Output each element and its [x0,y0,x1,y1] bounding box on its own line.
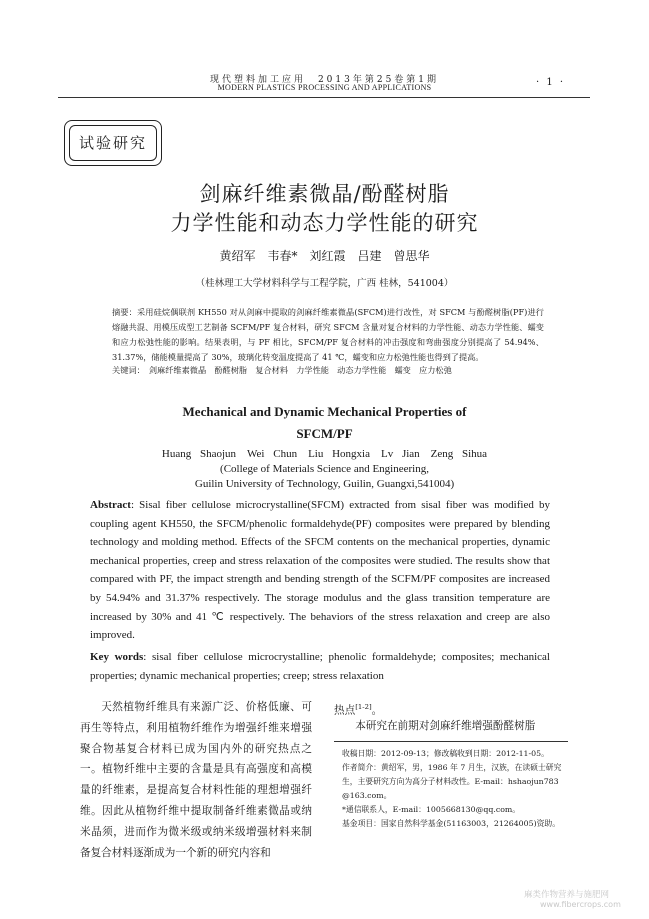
title-en-line1: Mechanical and Dynamic Mechanical Properties of [182,404,467,419]
title-cn-line2: 力学性能和动态力学性能的研究 [170,211,479,235]
title-en-line2: SFCM/PF [296,426,353,441]
body-text-left: 天然植物纤维具有来源广泛、价格低廉、可再生等特点，利用植物纤维作为增强纤维来增强聚合物基复合材料已成为国内外的研究热点之一。植物纤维中主要的含量是具有高强度和高模量的纤维素，是提高复合材料性能的理想增强纤维。因此从植物纤维中提取制备纤维素微晶或纳米晶须，进而作为微米级或纳米级增强材料来制备复合材料逐渐成为一个新的研究内容和 [80,701,312,859]
affiliation-en-line1: (College of Materials Science and Engineering, [220,463,429,475]
footnote-author-bio-3: @163.com。 [342,791,392,800]
body-text-right-2: 本研究在前期对剑麻纤维增强酚醛树脂 [355,720,536,732]
authors-cn: 黄绍军 韦春* 刘红霞 吕建 曾思华 [219,249,430,263]
header-rule [58,97,590,98]
affiliation-en-line2: Guilin University of Technology, Guilin, Guangxi,541004) [194,478,455,490]
keywords-en [90,648,550,685]
section-label: 试验研究 [69,125,157,161]
keywords-en-text: : sisal fiber cellulose microcrystalline; phenolic formaldehyde; composites; mechanical properties; dynamic mechanical properties; creep; stress relaxation [90,651,550,682]
keywords-en-label: Key words [90,651,144,663]
abstract-en [90,496,550,645]
affiliation-cn: （桂林理工大学材料科学与工程学院，广西 桂林，541004） [195,278,454,289]
abstract-en-label: Abstract [90,499,131,511]
footnote-rule [334,741,568,742]
keywords-cn: 关键词： 剑麻纤维素微晶 酚醛树脂 复合材料 力学性能 动态力学性能 蠕变 应力松弛 [112,365,452,375]
footnote-received: 收稿日期：2012-09-13；修改稿收到日期：2012-11-05。 [342,749,549,758]
footnotes [342,747,572,831]
abstract-cn: 摘要：采用硅烷偶联剂 KH550 对从剑麻中提取的剑麻纤维素微晶(SFCM)进行改性，对 SFCM 与酚醛树脂(PF)进行熔融共混、用模压成型工艺制备 SCFM/PF 复合材料，研究 SFCM 含量对复合材料的力学性能、动态力学性能、蠕变和应力松弛性能的影响。结果表明，与 PF 相比，SFCM/PF 复合材料的冲击强度和弯曲强度分别提高了 54.94%、31.37%，储能模量提高了 30%，玻璃化转变温度提高了 41 ℃，蠕变和应力松弛性能也得到了提高。 [112,307,544,362]
journal-header-en: MODERN PLASTICS PROCESSING AND APPLICATIONS [217,83,432,92]
citation: [1-2] [355,703,372,711]
watermark-line2: www.fibercrops.com [540,900,621,909]
title-cn-line1: 剑麻纤维素微晶/酚醛树脂 [199,182,450,206]
footnote-author-bio-1: 作者简介：黄绍军，男，1986 年 7 月生，汉族，在读硕士研究 [342,763,562,772]
body-text-right-1-main: 热点 [334,704,356,717]
page-number: · 1 · [536,77,566,88]
authors-en: Huang Shaojun Wei Chun Liu Hongxia Lv Jian Zeng Sihua [161,448,488,460]
footnote-contact: *通信联系人，E-mail：1005668130@qq.com。 [342,805,521,814]
footnote-fund: 基金项目：国家自然科学基金(51163003，21264005)资助。 [342,819,560,828]
body-text-right-1-end: 。 [371,704,383,717]
section-label-box [64,120,162,166]
abstract-en-text: : Sisal fiber cellulose microcrystalline(SFCM) extracted from sisal fiber was modified by coupling agent KH550, the SFCM/phenolic formaldehyde(PF) composites were prepared by blending technology and molding method. Effects of the SFCM contents on the mechanical properties, dynamic mechanical properties, creep and stress relaxation of the composites were studied. The results show that compared with PF, the impact strength and bending strength of the SCFM/PF composites are increased by 54.94% and 31.37% respectively. The storage modulus and the glass transition temperature are increased by 30% and 41 ℃ respectively. The behaviors of the stress relaxation and creep are also improved. [90,499,550,642]
footnote-author-bio-2: 生，主要研究方向为高分子材料改性。E-mail：hshaojun783 [342,777,559,786]
watermark-line1: 麻类作物营养与施肥网 [524,890,610,900]
journal-header-cn: 现代塑料加工应用 2013年第25卷第1期 [209,75,440,85]
